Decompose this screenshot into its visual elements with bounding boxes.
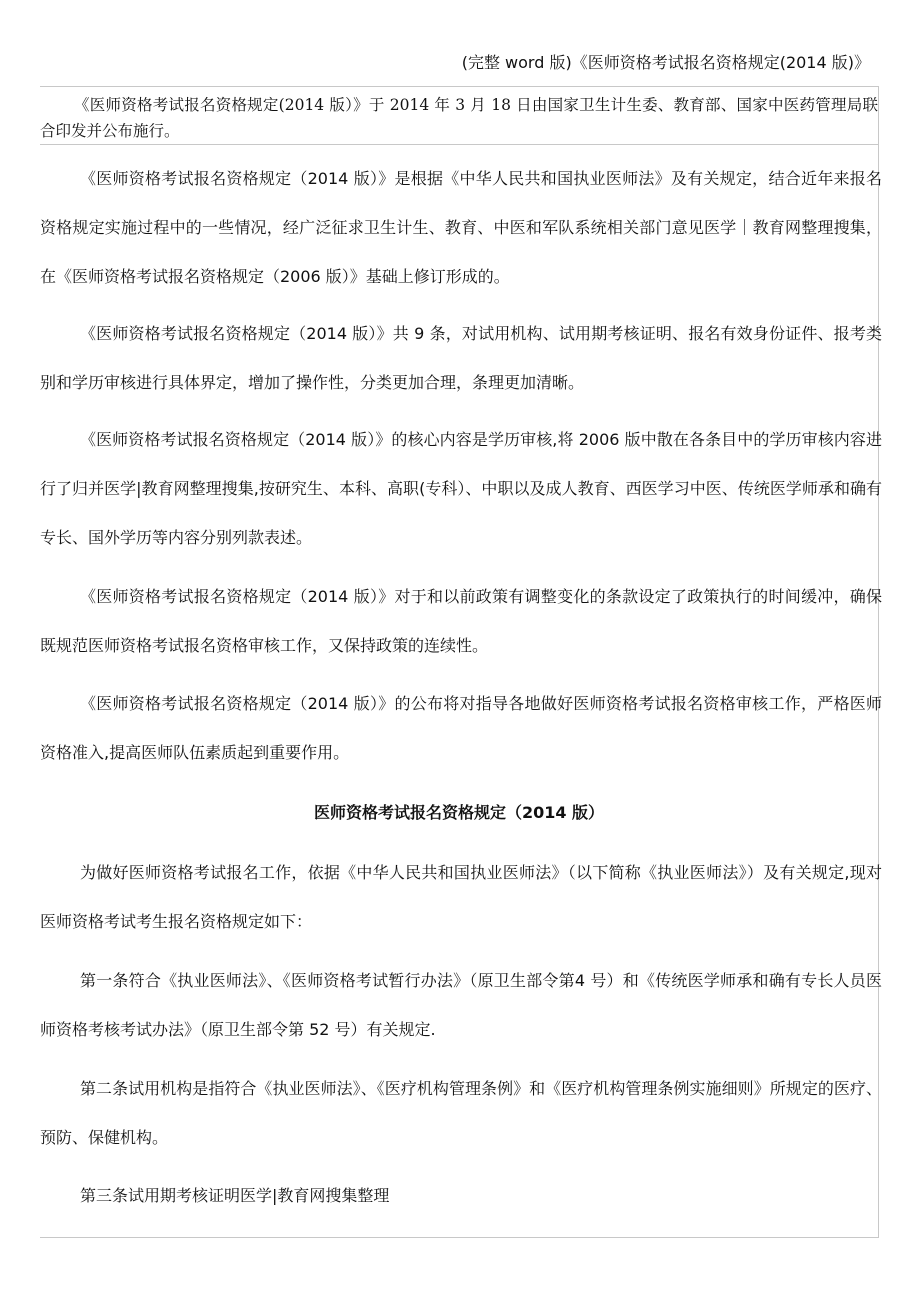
regulation-article-3: 第三条试用期考核证明医学|教育网搜集整理	[80, 1186, 390, 1205]
paragraph-core-content: 《医师资格考试报名资格规定（2014 版）》的核心内容是学历审核,将 2006 版中散在各条目中的学历审核内容进行了归并医学|教育网整理搜集,按研究生、本科、高职(专科）、中职以及成人教育、西医学习中医、传统医学师承和确有专长、国外学历等内容分别列款表述。	[40, 430, 882, 547]
regulation-article-1: 第一条符合《执业医师法》、《医师资格考试暂行办法》（原卫生部令第4 号）和《传统医学师承和确有专长人员医师资格考核考试办法》（原卫生部令第 52 号）有关规定.	[40, 971, 882, 1039]
paragraph-basis: 《医师资格考试报名资格规定（2014 版）》是根据《中华人民共和国执业医师法》及有关规定，结合近年来报名资格规定实施过程中的一些情况，经广泛征求卫生计生、教育、中医和军队系统相关部门意见医学｜教育网整理搜集，在《医师资格考试报名资格规定（2006 版）》基础上修订形成的。	[40, 169, 882, 286]
section-heading: 医师资格考试报名资格规定（2014 版）	[313, 803, 605, 822]
paragraph-significance: 《医师资格考试报名资格规定（2014 版）》的公布将对指导各地做好医师资格考试报名资格审核工作，严格医师资格准入,提高医师队伍素质起到重要作用。	[40, 694, 882, 762]
paragraph-structure: 《医师资格考试报名资格规定（2014 版）》共 9 条，对试用机构、试用期考核证明、报名有效身份证件、报考类别和学历审核进行具体界定，增加了操作性，分类更加合理，条理更加清晰。	[40, 324, 882, 392]
regulation-article-2: 第二条试用机构是指符合《执业医师法》、《医疗机构管理条例》和《医疗机构管理条例实施细则》所规定的医疗、预防、保健机构。	[40, 1079, 882, 1147]
regulation-preamble: 为做好医师资格考试报名工作，依据《中华人民共和国执业医师法》（以下简称《执业医师法》）及有关规定,现对医师资格考试考生报名资格规定如下：	[40, 863, 882, 931]
intro-paragraph: 《医师资格考试报名资格规定(2014 版）》于 2014 年 3 月 18 日由国家卫生计生委、教育部、国家中医药管理局联合印发并公布施行。	[40, 92, 878, 145]
page-header-title: (完整 word 版)《医师资格考试报名资格规定(2014 版)》	[461, 53, 870, 72]
paragraph-transition: 《医师资格考试报名资格规定（2014 版）》对于和以前政策有调整变化的条款设定了政策执行的时间缓冲，确保既规范医师资格考试报名资格审核工作，又保持政策的连续性。	[40, 587, 882, 655]
